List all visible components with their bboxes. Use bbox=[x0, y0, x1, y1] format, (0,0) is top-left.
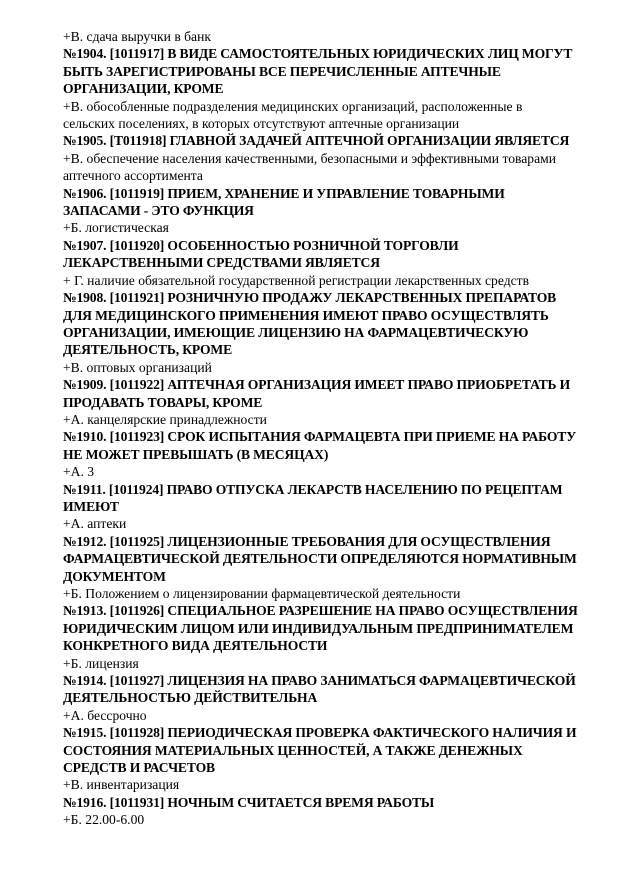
question-heading: №1914. [1011927] ЛИЦЕНЗИЯ НА ПРАВО ЗАНИМАТЬСЯ ФАРМАЦЕВТИЧЕСКОЙ ДЕЯТЕЛЬНОСТЬЮ ДЕЙСТВИТЕЛЬНА bbox=[63, 673, 576, 706]
answer-line: +В. оптовых организаций bbox=[63, 359, 212, 375]
answer-line: +А. аптеки bbox=[63, 516, 127, 532]
answer-line: +Б. логистическая bbox=[63, 220, 169, 236]
answer-line: +В. обособленные подразделения медицинских организаций, расположенные в bbox=[63, 98, 523, 114]
answer-line: +А. 3 bbox=[63, 464, 95, 480]
answer-line: +А. бессрочно bbox=[63, 707, 147, 723]
answer-line: аптечного ассортимента bbox=[63, 168, 203, 184]
answer-line: +А. канцелярские принадлежности bbox=[63, 411, 267, 427]
question-heading: №1911. [1011924] ПРАВО ОТПУСКА ЛЕКАРСТВ НАСЕЛЕНИЮ ПО РЕЦЕПТАМ ИМЕЮТ bbox=[63, 481, 563, 514]
answer-line: +В. обеспечение населения качественными, безопасными и эффективными товарами bbox=[63, 150, 556, 166]
question-heading: №1904. [1011917] В ВИДЕ САМОСТОЯТЕЛЬНЫХ ЮРИДИЧЕСКИХ ЛИЦ МОГУТ БЫТЬ ЗАРЕГИСТРИРОВАНЫ ВСЕ ПЕРЕЧИСЛЕННЫЕ АПТЕЧНЫЕ ОРГАНИЗАЦИИ, КРОМЕ bbox=[63, 46, 573, 97]
question-heading: №1907. [1011920] ОСОБЕННОСТЬЮ РОЗНИЧНОЙ ТОРГОВЛИ ЛЕКАРСТВЕННЫМИ СРЕДСТВАМИ ЯВЛЯЕТСЯ bbox=[63, 237, 459, 271]
question-heading: №1908. [1011921] РОЗНИЧНУЮ ПРОДАЖУ ЛЕКАРСТВЕННЫХ ПРЕПАРАТОВ ДЛЯ МЕДИЦИНСКОГО ПРИМЕНЕНИЯ ИМЕЮТ ПРАВО ОСУЩЕСТВЛЯТЬ ОРГАНИЗАЦИИ, ИМЕЮЩИЕ ЛИЦЕНЗИЮ НА ФАРМАЦЕВТИЧЕСКУЮ ДЕЯТЕЛЬНОСТЬ, КРОМЕ bbox=[63, 290, 557, 358]
question-heading: №1910. [1011923] СРОК ИСПЫТАНИЯ ФАРМАЦЕВТА ПРИ ПРИЕМЕ НА РАБОТУ НЕ МОЖЕТ ПРЕВЫШАТЬ (В МЕСЯЦАХ) bbox=[63, 429, 577, 462]
question-heading: №1915. [1011928] ПЕРИОДИЧЕСКАЯ ПРОВЕРКА ФАКТИЧЕСКОГО НАЛИЧИЯ И СОСТОЯНИЯ МАТЕРИАЛЬНЫХ ЦЕННОСТЕЙ, А ТАКЖЕ ДЕНЕЖНЫХ СРЕДСТВ И РАСЧЕТОВ bbox=[63, 725, 577, 776]
document-page bbox=[63, 28, 579, 829]
question-heading: №1913. [1011926] СПЕЦИАЛЬНОЕ РАЗРЕШЕНИЕ НА ПРАВО ОСУЩЕСТВЛЕНИЯ ЮРИДИЧЕСКИМ ЛИЦОМ ИЛИ ИНДИВИДУАЛЬНЫМ ПРЕДПРИНИМАТЕЛЕМ КОНКРЕТНОГО ВИДА ДЕЯТЕЛЬНОСТИ bbox=[63, 603, 578, 654]
question-heading: №1906. [1011919] ПРИЕМ, ХРАНЕНИЕ И УПРАВЛЕНИЕ ТОВАРНЫМИ ЗАПАСАМИ - ЭТО ФУНКЦИЯ bbox=[63, 185, 505, 219]
answer-line: +Б. 22.00-6.00 bbox=[63, 812, 145, 828]
answer-line: +Б. лицензия bbox=[63, 655, 139, 671]
question-heading: №1916. [1011931] НОЧНЫМ СЧИТАЕТСЯ ВРЕМЯ РАБОТЫ bbox=[63, 794, 435, 810]
question-heading: №1909. [1011922] АПТЕЧНАЯ ОРГАНИЗАЦИЯ ИМЕЕТ ПРАВО ПРИОБРЕТАТЬ И ПРОДАВАТЬ ТОВАРЫ, КРОМЕ bbox=[63, 377, 571, 410]
answer-line: +В. сдача выручки в банк bbox=[63, 29, 211, 44]
answer-line: сельских поселениях, в которых отсутствуют аптечные организации bbox=[63, 116, 460, 132]
question-heading: №1905. [Т011918] ГЛАВНОЙ ЗАДАЧЕЙ АПТЕЧНОЙ ОРГАНИЗАЦИИ ЯВЛЯЕТСЯ bbox=[63, 133, 570, 149]
answer-line: + Г. наличие обязательной государственной регистрации лекарственных средств bbox=[63, 272, 530, 288]
answer-line: +В. инвентаризация bbox=[63, 777, 180, 793]
answer-line: +Б. Положением о лицензировании фармацевтической деятельности bbox=[63, 586, 461, 601]
question-heading: №1912. [1011925] ЛИЦЕНЗИОННЫЕ ТРЕБОВАНИЯ ДЛЯ ОСУЩЕСТВЛЕНИЯ ФАРМАЦЕВТИЧЕСКОЙ ДЕЯТЕЛЬНОСТИ ОПРЕДЕЛЯЮТСЯ НОРМАТИВНЫМ ДОКУМЕНТОМ bbox=[63, 533, 577, 584]
